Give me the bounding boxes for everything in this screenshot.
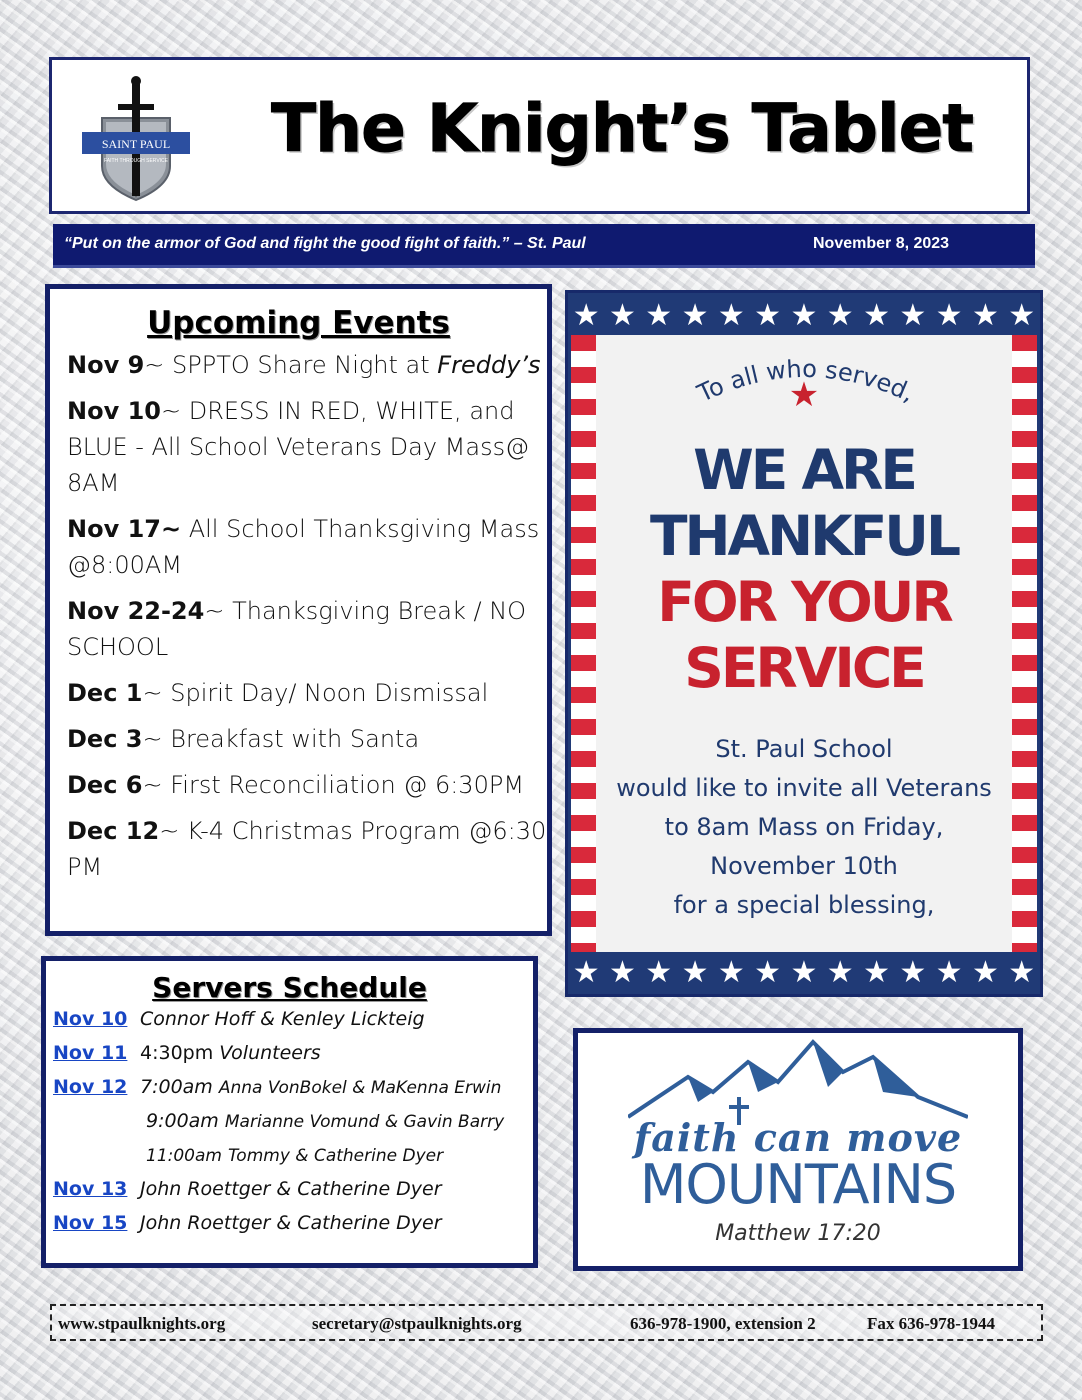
event-text: ~ DRESS IN RED, WHITE, and BLUE - All School Veterans Day Mass@ 8AM — [67, 397, 530, 497]
issue-date: November 8, 2023 — [813, 235, 950, 252]
faith-mountains-graphic — [573, 1028, 1023, 1271]
star-icon: ★ — [645, 954, 673, 990]
schedule-names: Tommy & Catherine Dyer — [228, 1146, 444, 1166]
star-icon: ★ — [1008, 954, 1036, 990]
event-item — [67, 675, 547, 711]
star-icon: ★ — [681, 297, 709, 333]
schedule-date-link[interactable]: Nov 12 — [53, 1076, 128, 1098]
event-item — [67, 721, 547, 757]
fax-number: Fax 636-978-1944 — [867, 1314, 995, 1333]
scripture-reference: Matthew 17:20 — [715, 1221, 881, 1246]
schedule-date-link[interactable]: Nov 11 — [53, 1042, 128, 1064]
motto-bar — [53, 224, 1035, 268]
star-icon: ★ — [790, 954, 818, 990]
schedule-time: 7:00am — [140, 1076, 213, 1098]
event-item — [67, 593, 547, 665]
event-date: Dec 3 — [67, 725, 143, 753]
headline-line-3: FOR YOUR — [657, 570, 951, 634]
star-band-top — [568, 295, 1040, 335]
star-icon: ★ — [863, 297, 890, 333]
star-icon: ★ — [863, 954, 890, 990]
star-icon: ★ — [971, 297, 999, 333]
email-link[interactable]: secretary@stpaulknights.org — [312, 1314, 522, 1333]
invitation-line: for a special blessing, — [673, 891, 935, 919]
event-text: ~ Spirit Day/ Noon Dismissal — [142, 679, 489, 707]
svg-text:SAINT PAUL: SAINT PAUL — [101, 137, 171, 151]
schedule-time: 9:00am — [146, 1110, 219, 1132]
schedule-row — [46, 1178, 533, 1212]
event-text: ~ Thanksgiving Break / NO SCHOOL — [67, 597, 527, 661]
event-date: Dec 1 — [67, 679, 143, 707]
star-icon: ★ — [826, 954, 854, 990]
star-icon: ★ — [608, 297, 636, 333]
servers-schedule-box — [41, 956, 538, 1268]
star-icon: ★ — [754, 954, 782, 990]
star-icon: ★ — [572, 297, 600, 333]
star-icon: ★ — [935, 954, 963, 990]
svg-text:FAITH THROUGH SERVICE: FAITH THROUGH SERVICE — [104, 158, 168, 164]
schedule-row — [46, 1110, 533, 1144]
schedule-names: John Roettger & Catherine Dyer — [140, 1212, 442, 1234]
invitation-line: St. Paul School — [715, 735, 893, 763]
schedule-row — [46, 1212, 533, 1246]
newsletter-title: The Knight’s Tablet — [271, 90, 973, 167]
event-text: ~ K-4 Christmas Program @6:30 PM — [67, 817, 547, 881]
poster-invitation — [596, 730, 1012, 925]
flag-stripes — [571, 335, 1037, 953]
mountains-text: MOUNTAINS — [639, 1153, 957, 1216]
star-icon: ★ — [790, 297, 818, 333]
servers-heading: Servers Schedule — [152, 971, 427, 1004]
motto-quote: “Put on the armor of God and fight the good fight of faith.” – St. Paul — [64, 235, 586, 252]
star-icon: ★ — [645, 297, 673, 333]
schedule-names: Marianne Vomund & Gavin Barry — [224, 1112, 505, 1132]
schedule-names: Anna VonBokel & MaKenna Erwin — [218, 1078, 502, 1098]
schedule-names: Volunteers — [219, 1042, 321, 1064]
event-italic: Freddy’s — [437, 351, 541, 379]
svg-text:To all who served,: To all who served, — [693, 354, 919, 408]
event-item — [67, 347, 547, 383]
star-icon: ★ — [717, 297, 745, 333]
schedule-names: Connor Hoff & Kenley Lickteig — [140, 1008, 425, 1030]
event-date: Nov 9 — [67, 351, 145, 379]
upcoming-events-box — [45, 284, 552, 936]
poster-panel — [596, 335, 1012, 953]
schedule-row — [46, 1144, 533, 1178]
event-item — [67, 511, 547, 583]
star-icon: ★ — [1008, 297, 1036, 333]
schedule-row — [46, 1076, 533, 1110]
star-icon: ★ — [935, 297, 963, 333]
mountains-icon — [628, 1037, 968, 1127]
star-icon: ★ — [608, 954, 636, 990]
invitation-line: to 8am Mass on Friday, — [664, 813, 944, 841]
schedule-time: 11:00am — [146, 1146, 222, 1166]
contact-footer — [50, 1304, 1043, 1341]
events-list — [50, 341, 547, 885]
invitation-line: would like to invite all Veterans — [616, 774, 992, 802]
event-item — [67, 813, 547, 885]
event-text: ~ SPPTO Share Night at — [144, 351, 438, 379]
star-icon: ★ — [971, 954, 999, 990]
star-icon: ★ — [754, 297, 782, 333]
phone-number: 636-978-1900, extension 2 — [630, 1314, 816, 1333]
school-crest-logo — [82, 74, 190, 202]
event-item — [67, 393, 547, 501]
event-text: ~ Breakfast with Santa — [142, 725, 420, 753]
masthead — [49, 57, 1030, 214]
event-date: Dec 12 — [67, 817, 160, 845]
events-heading: Upcoming Events — [147, 305, 450, 341]
schedule-row — [46, 1042, 533, 1076]
event-date: Nov 22-24 — [67, 597, 205, 625]
star-icon: ★ — [899, 297, 927, 333]
schedule-date-link[interactable]: Nov 10 — [53, 1008, 128, 1030]
headline-line-2: THANKFUL — [649, 504, 959, 568]
headline-line-1: WE ARE — [693, 438, 915, 502]
website-link[interactable]: www.stpaulknights.org — [58, 1314, 226, 1333]
schedule-names: John Roettger & Catherine Dyer — [140, 1178, 442, 1200]
event-text: ~ First Reconciliation @ 6:30PM — [142, 771, 525, 799]
event-text: All School Thanksgiving Mass @8:00AM — [67, 515, 540, 579]
event-date: Nov 17~ — [67, 515, 182, 543]
schedule-row — [46, 1008, 533, 1042]
star-band-bottom — [568, 952, 1040, 992]
veterans-poster — [565, 290, 1043, 997]
event-date: Dec 6 — [67, 771, 143, 799]
schedule-date-link[interactable]: Nov 15 — [53, 1212, 128, 1234]
schedule-time: 4:30pm — [140, 1042, 214, 1064]
event-item — [67, 767, 547, 803]
star-icon: ★ — [681, 954, 709, 990]
faith-script-text: faith can move — [633, 1115, 963, 1160]
red-star-icon: ★ — [788, 375, 820, 415]
star-icon: ★ — [572, 954, 600, 990]
headline-line-4: SERVICE — [684, 636, 924, 700]
star-icon: ★ — [826, 297, 854, 333]
invitation-line: November 10th — [710, 852, 898, 880]
event-date: Nov 10 — [67, 397, 161, 425]
schedule-date-link[interactable]: Nov 13 — [53, 1178, 128, 1200]
star-icon: ★ — [899, 954, 927, 990]
star-icon: ★ — [717, 954, 745, 990]
